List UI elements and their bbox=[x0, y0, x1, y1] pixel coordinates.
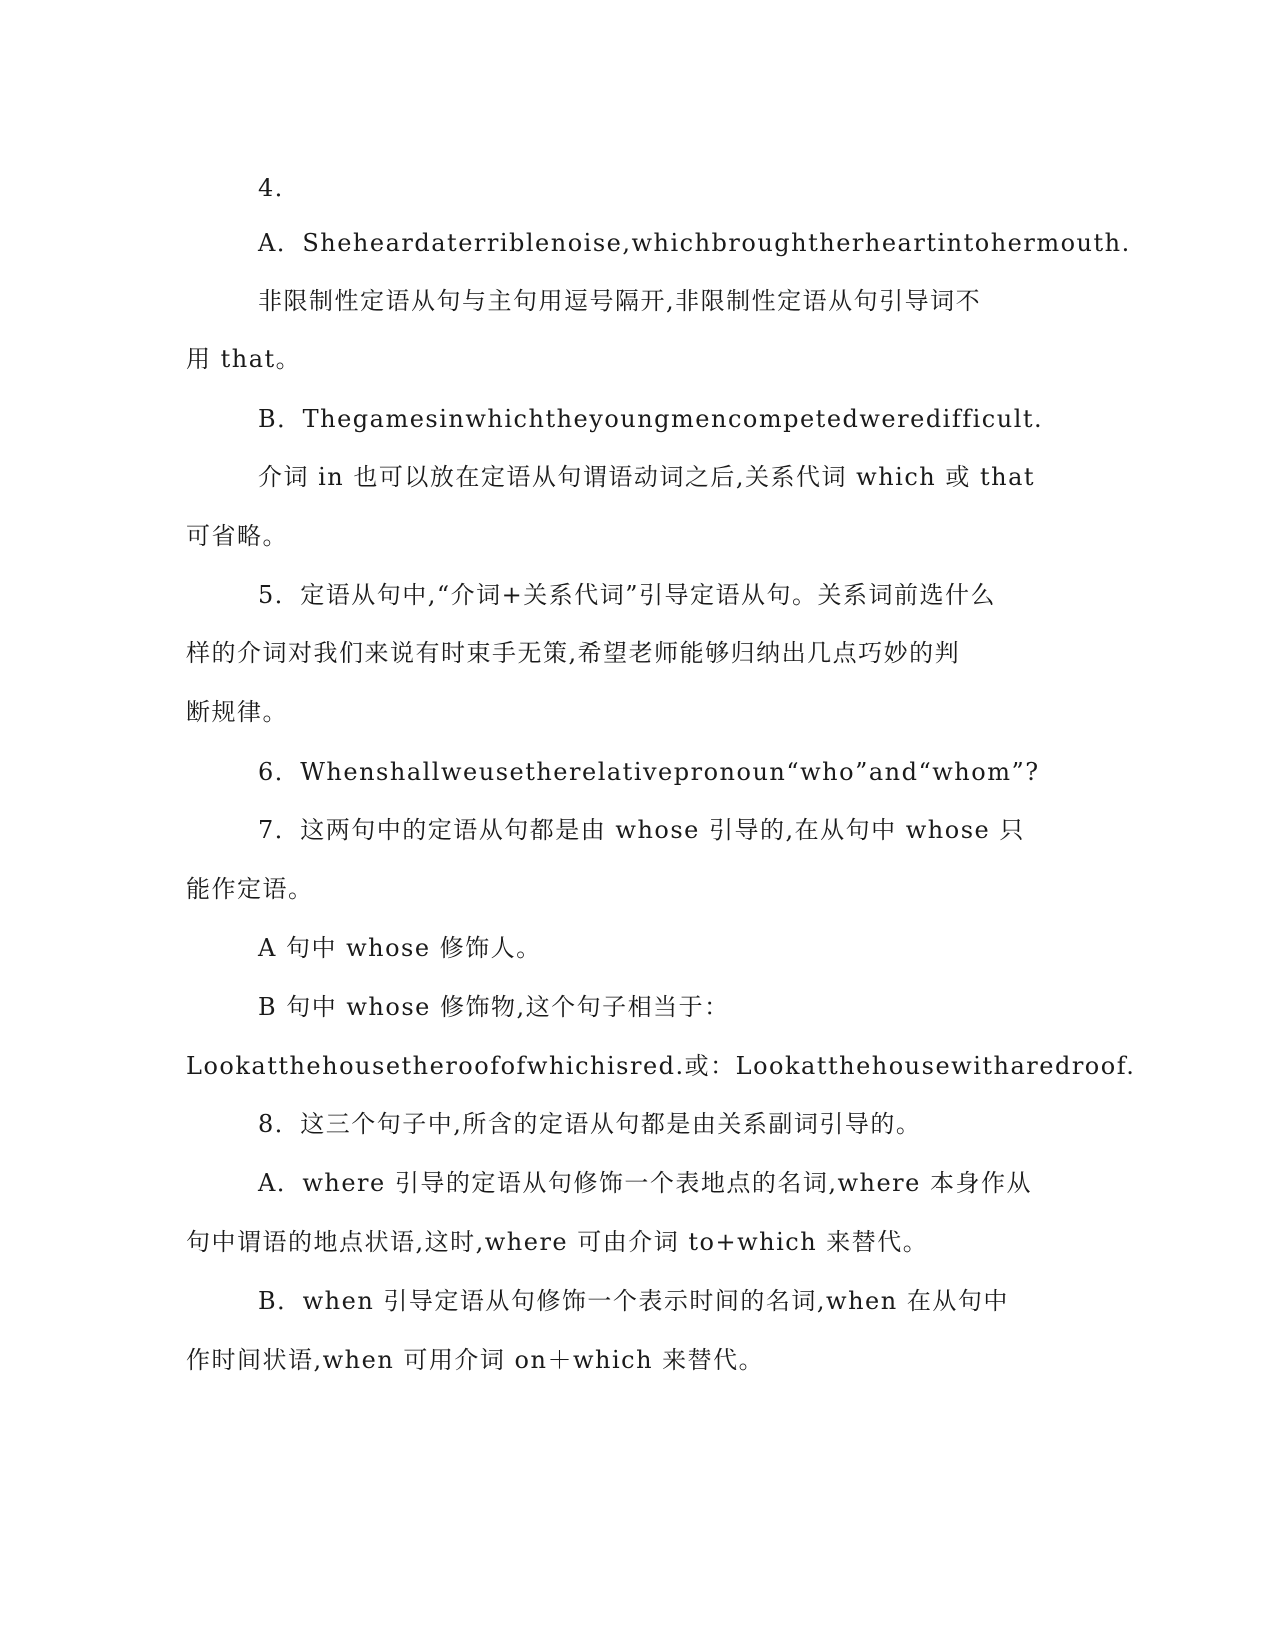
item-7a-note: A 句中 whose 修饰人。 bbox=[258, 934, 542, 962]
item-5-line-1: 5．定语从句中,“介词+关系代词”引导定语从句。关系词前选什么 bbox=[258, 581, 997, 609]
item-8-intro: 8．这三个句子中,所含的定语从句都是由关系副词引导的。 bbox=[258, 1110, 922, 1138]
item-8b-line-2: 作时间状语,when 可用介词 on＋which 来替代。 bbox=[186, 1346, 765, 1374]
item-6-question: 6．Whenshallweusetherelativepronoun“who”and“whom”? bbox=[258, 758, 1040, 786]
item-8a-line-2: 句中谓语的地点状语,这时,where 可由介词 to+which 来替代。 bbox=[186, 1228, 929, 1256]
item-7b-examples: Lookatthehousetheroofofwhichisred.或：Lookatthehousewitharedroof. bbox=[186, 1052, 1136, 1080]
item-number-4: 4． bbox=[258, 174, 301, 202]
item-4b-explanation-line-2: 可省略。 bbox=[186, 522, 288, 550]
item-4b-sentence: B．Thegamesinwhichtheyoungmencompetedweredifficult. bbox=[258, 405, 1044, 433]
item-4a-explanation-line-1: 非限制性定语从句与主句用逗号隔开,非限制性定语从句引导词不 bbox=[258, 287, 982, 315]
item-8b-line-1: B．when 引导定语从句修饰一个表示时间的名词,when 在从句中 bbox=[258, 1287, 1009, 1315]
item-7b-note: B 句中 whose 修饰物,这个句子相当于： bbox=[258, 993, 730, 1021]
item-5-line-2: 样的介词对我们来说有时束手无策,希望老师能够归纳出几点巧妙的判 bbox=[186, 639, 961, 667]
item-4b-explanation-line-1: 介词 in 也可以放在定语从句谓语动词之后,关系代词 which 或 that bbox=[258, 463, 1036, 491]
item-7-line-2: 能作定语。 bbox=[186, 875, 314, 903]
item-7-line-1: 7．这两句中的定语从句都是由 whose 引导的,在从句中 whose 只 bbox=[258, 816, 1025, 844]
item-4a-explanation-line-2: 用 that。 bbox=[186, 345, 302, 373]
item-4a-sentence: A．Sheheardaterriblenoise,whichbroughtherheartintohermouth. bbox=[258, 229, 1131, 257]
item-8a-line-1: A．where 引导的定语从句修饰一个表地点的名词,where 本身作从 bbox=[258, 1169, 1032, 1197]
item-5-line-3: 断规律。 bbox=[186, 698, 288, 726]
